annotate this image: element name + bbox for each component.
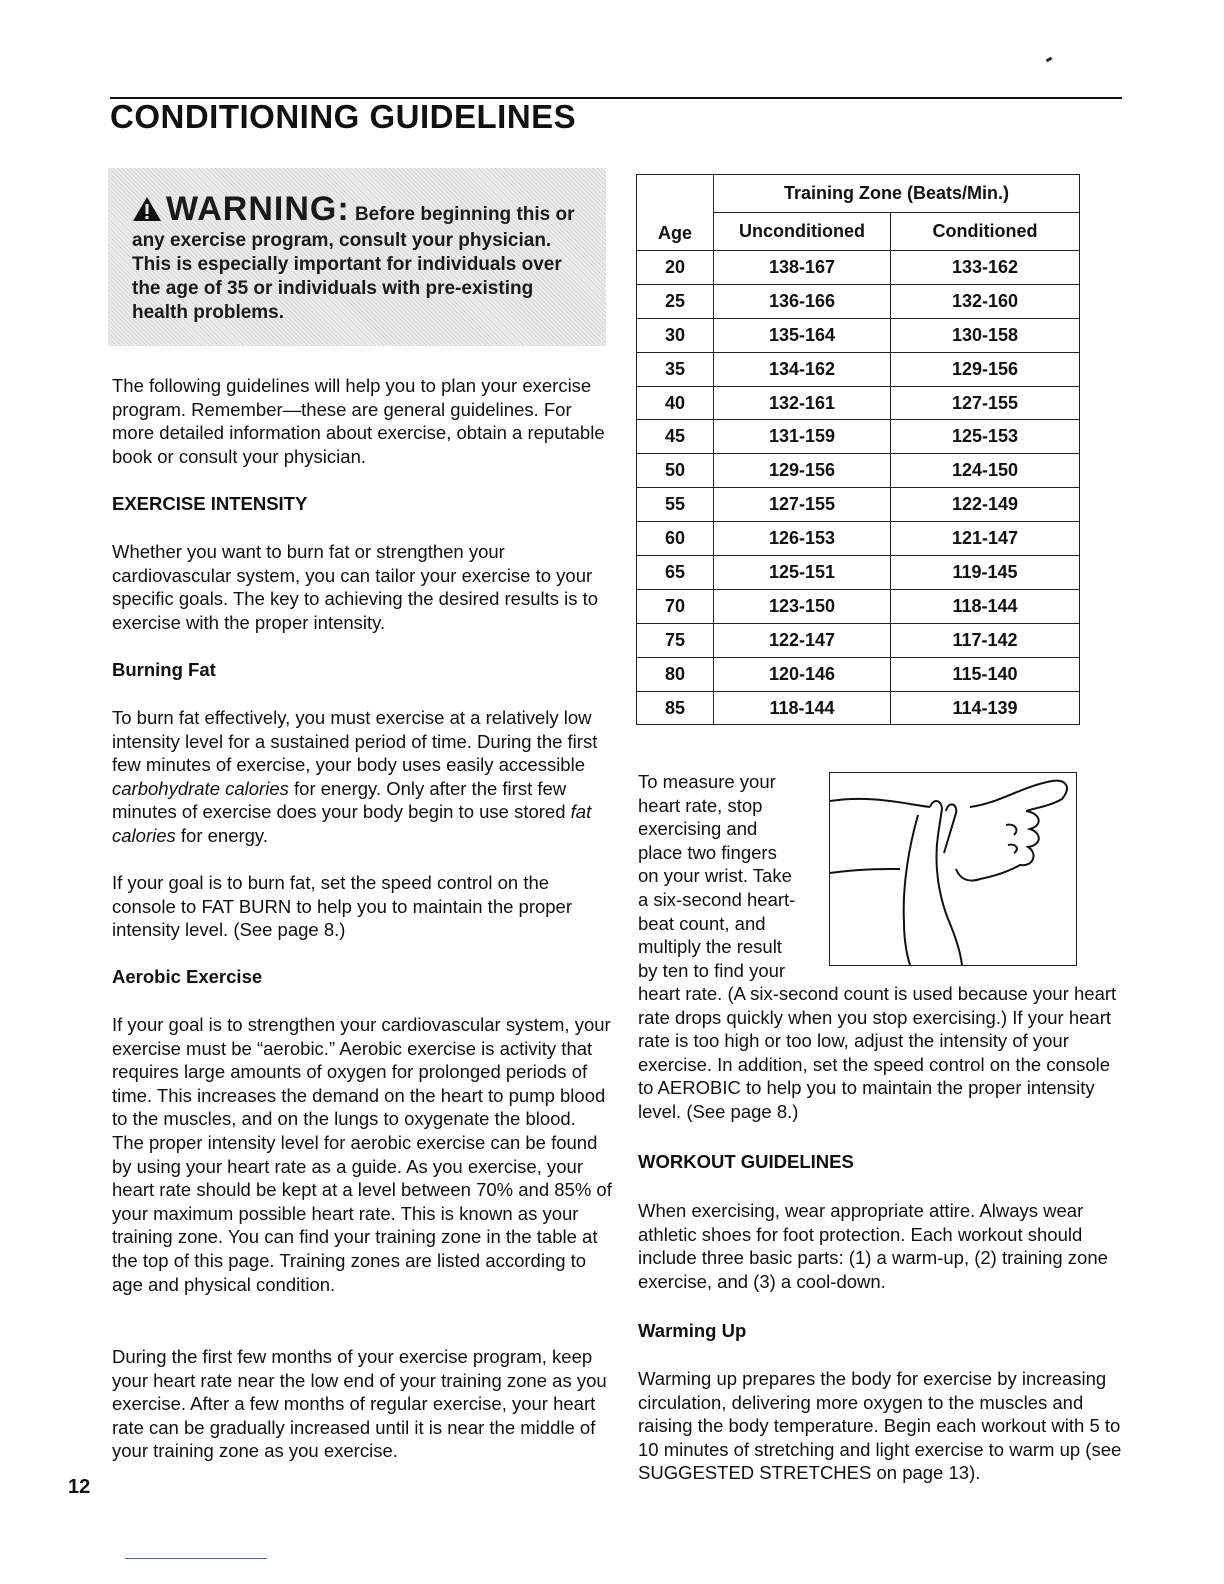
unconditioned-header: Unconditioned [714,213,891,251]
measure-paragraph: heart rate. (A six-second count is used because your heart rate drops quickly when you stop exercising.) If your heart rate is too high or too low, adjust the intensity of your exercise. In addition, set the speed control on the console to AEROBIC to help you to maintain the proper intensity level. (See page 8.) [638,983,1117,1122]
cell-age: 55 [637,488,714,522]
table-row [637,284,1080,318]
carbohydrate-calories-term: carbohydrate calories [112,777,289,799]
table-row [637,454,1080,488]
cell-cond: 127-155 [891,386,1080,420]
cell-cond: 124-150 [891,454,1080,488]
cell-cond: 114-139 [891,691,1080,725]
cell-cond: 115-140 [891,657,1080,691]
cell-uncond: 127-155 [714,488,891,522]
table-row [637,589,1080,623]
bottom-rule [125,1558,267,1559]
cell-cond: 122-149 [891,488,1080,522]
cell-age: 40 [637,386,714,420]
cell-age: 70 [637,589,714,623]
aerobic-paragraph: If your goal is to strengthen your cardiovascular system, your exercise must be “aerobic.” Aerobic exercise is activity that requires large amounts of oxygen for prolonged periods of time. This increases the demand on the heart to pump blood to the muscles, and on the lungs to oxygenate the blood. The proper intensity level for aerobic exercise can be found by using your heart rate as a guide. As you exercise, your heart rate should be kept at a level between 70% and 85% of your maximum possible heart rate. This is known as your training zone. You can find your training zone in the table at the top of this page. Training zones are listed according to age and physical condition. [112,1014,612,1295]
page-title: CONDITIONING GUIDELINES [110,98,577,135]
cell-age: 80 [637,657,714,691]
table-row [637,488,1080,522]
cell-uncond: 123-150 [714,589,891,623]
aerobic-exercise-heading: Aerobic Exercise [112,966,263,987]
cell-cond: 129-156 [891,352,1080,386]
warming-up-paragraph: Warming up prepares the body for exercise by increasing circulation, delivering more oxygen to the muscles and raising the body temperature. Begin each workout with 5 to 10 minutes of stretching and light exercise to warm up (see SUGGESTED STRETCHES on page 13). [638,1368,1122,1484]
training-zone-table [636,174,1080,725]
cell-age: 60 [637,522,714,556]
cell-cond: 125-153 [891,420,1080,454]
warning-triangle-icon [132,196,162,229]
intensity-paragraph: Whether you want to burn fat or strengthen your cardiovascular system, you can tailor your exercise to your specific goals. The key to achieving the desired results is to exercise with the proper intensity. [112,541,599,633]
cell-uncond: 118-144 [714,691,891,725]
exercise-intensity-heading: EXERCISE INTENSITY [112,493,308,514]
cell-uncond: 138-167 [714,251,891,285]
cell-cond: 118-144 [891,589,1080,623]
cell-age: 20 [637,251,714,285]
workout-paragraph: When exercising, wear appropriate attire. Always wear athletic shoes for foot protection. Each workout should include three basic parts: (1) a warm-up, (2) training zone exercise, and (3) a cool-down. [638,1200,1108,1292]
cell-age: 85 [637,691,714,725]
cell-uncond: 122-147 [714,623,891,657]
cell-age: 35 [637,352,714,386]
burning-fat-heading: Burning Fat [112,659,216,680]
cell-age: 75 [637,623,714,657]
workout-guidelines-heading: WORKOUT GUIDELINES [638,1151,854,1172]
cell-age: 45 [637,420,714,454]
table-row [637,522,1080,556]
table-row [637,623,1080,657]
cell-uncond: 135-164 [714,318,891,352]
cell-uncond: 136-166 [714,284,891,318]
cell-uncond: 125-151 [714,556,891,590]
first-months-paragraph: During the first few months of your exercise program, keep your heart rate near the low end of your training zone as you exercise. After a few months of regular exercise, your heart rate can be gradually increased until it is near the middle of your training zone as you exercise. [112,1346,607,1462]
cell-age: 65 [637,556,714,590]
cell-cond: 119-145 [891,556,1080,590]
warning-label: WARNING: [166,190,350,228]
fat-calories-term: fat calories [112,801,592,846]
warning-text [132,192,592,325]
table-row [637,556,1080,590]
cell-age: 25 [637,284,714,318]
cell-age: 50 [637,454,714,488]
intro-paragraph: The following guidelines will help you to plan your exercise program. Remember—these are general guidelines. For more detailed information about exercise, obtain a reputable book or consult your physician. [112,375,605,467]
warning-body: this or any exercise program, consult your physician. This is especially important for individuals over the age of 35 or individuals with pre-existing health problems. [132,204,575,323]
cell-cond: 121-147 [891,522,1080,556]
cell-uncond: 120-146 [714,657,891,691]
table-row [637,691,1080,725]
fat-burn-setting-paragraph: If your goal is to burn fat, set the speed control on the console to FAT BURN to help you to maintain the proper intensity level. (See page 8.) [112,872,573,941]
stray-mark [1046,57,1053,63]
pulse-check-illustration [829,772,1077,966]
wrist-pulse-icon [830,773,1076,965]
cell-cond: 133-162 [891,251,1080,285]
age-header: Age [637,175,714,251]
table-row [637,386,1080,420]
conditioned-header: Conditioned [891,213,1080,251]
cell-uncond: 134-162 [714,352,891,386]
table-row [637,318,1080,352]
table-row [637,657,1080,691]
burning-fat-paragraph: To burn fat effectively, you must exercise at a relatively low intensity level for a sustained period of time. During the first few minutes of exercise, your body uses easily accessible carbohydrate calories for energy. Only after the first few minutes of exercise does your body begin to use stored fat calories for energy. [112,707,598,846]
cell-uncond: 131-159 [714,420,891,454]
training-zone-header: Training Zone (Beats/Min.) [714,175,1080,213]
cell-uncond: 132-161 [714,386,891,420]
measure-narrow-text: To measure your heart rate, stop exercising and place two fingers on your wrist. Take a six-second heart- beat count, and multiply the result by ten to find your [638,771,796,981]
cell-cond: 130-158 [891,318,1080,352]
cell-cond: 117-142 [891,623,1080,657]
warming-up-heading: Warming Up [638,1320,747,1341]
table-row [637,420,1080,454]
table-row [637,251,1080,285]
cell-age: 30 [637,318,714,352]
table-row [637,352,1080,386]
cell-uncond: 126-153 [714,522,891,556]
warning-lead: Before beginning [354,204,512,225]
cell-cond: 132-160 [891,284,1080,318]
cell-uncond: 129-156 [714,454,891,488]
page-number: 12 [68,1476,91,1498]
